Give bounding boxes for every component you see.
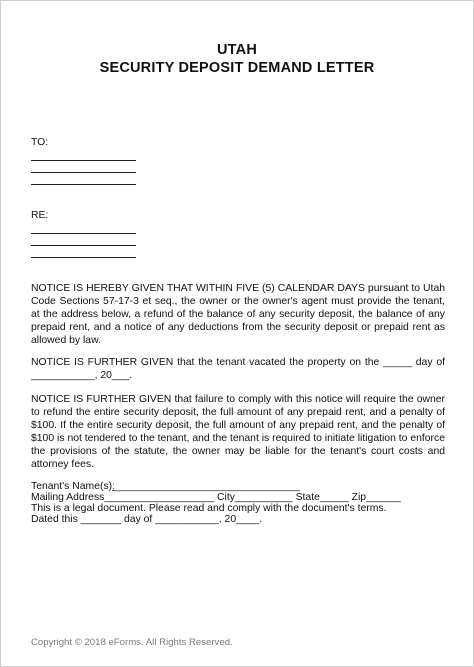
to-label: TO: — [31, 137, 49, 148]
notice-paragraph-1 — [31, 282, 445, 347]
notice-3-lead: NOTICE IS FURTHER GIVEN — [31, 394, 172, 405]
notice-3-body: that failure to comply with this notice will require the owner to refund the entire security deposit, the full amount of any prepaid rent, and a penalty of $100. If the entire security deposit, the full amount of any prepaid rent, and the penalty of $100 is not tendered to the tenant, and the tenant is required to initiate litigation to enforce the provisions of the statute, the owner may be liable for the tenant's court costs and attorney fees. — [31, 394, 445, 470]
to-line-2 — [31, 172, 136, 173]
notice-2-lead: NOTICE IS FURTHER GIVEN — [31, 357, 174, 368]
re-line-1 — [31, 233, 136, 234]
re-line-2 — [31, 245, 136, 246]
copyright-footer: Copyright © 2018 eForms. All Rights Reserved. — [31, 637, 233, 648]
legal-notice: This is a legal document. Please read and comply with the document's terms. — [31, 503, 387, 514]
re-line-3 — [31, 257, 136, 258]
tenant-names-label: Tenant's Name(s) — [31, 481, 113, 492]
notice-1-lead: NOTICE IS HEREBY GIVEN THAT WITHIN FIVE (5) CALENDAR DAYS — [31, 283, 365, 294]
tenant-names-blank: ________________________________ — [115, 481, 300, 492]
notice-1-body: pursuant to Utah Code Sections 57-17-3 et seq., the owner or the owner's agent must provide the tenant, at the address below, a refund of the balance of any security deposit, the balance of any prepaid rent, and a notice of any deductions from the security deposit or prepaid rent as allowed by law. — [31, 283, 445, 346]
to-line-1 — [31, 160, 136, 161]
mailing-address-row: Mailing Address___________________ City__________ State_____ Zip______ — [31, 492, 401, 503]
document-title-state: UTAH — [217, 42, 257, 58]
notice-paragraph-3 — [31, 393, 445, 471]
document-title: SECURITY DEPOSIT DEMAND LETTER — [99, 60, 375, 76]
re-label: RE: — [31, 210, 49, 221]
to-line-3 — [31, 184, 136, 185]
notice-2-body: that the tenant vacated the property on the _____ day of ___________, 20___. — [31, 357, 445, 381]
dated-line: Dated this _______ day of ___________, 20____. — [31, 514, 263, 525]
tenant-names-link[interactable]: : — [112, 481, 115, 492]
notice-paragraph-2 — [31, 356, 445, 382]
